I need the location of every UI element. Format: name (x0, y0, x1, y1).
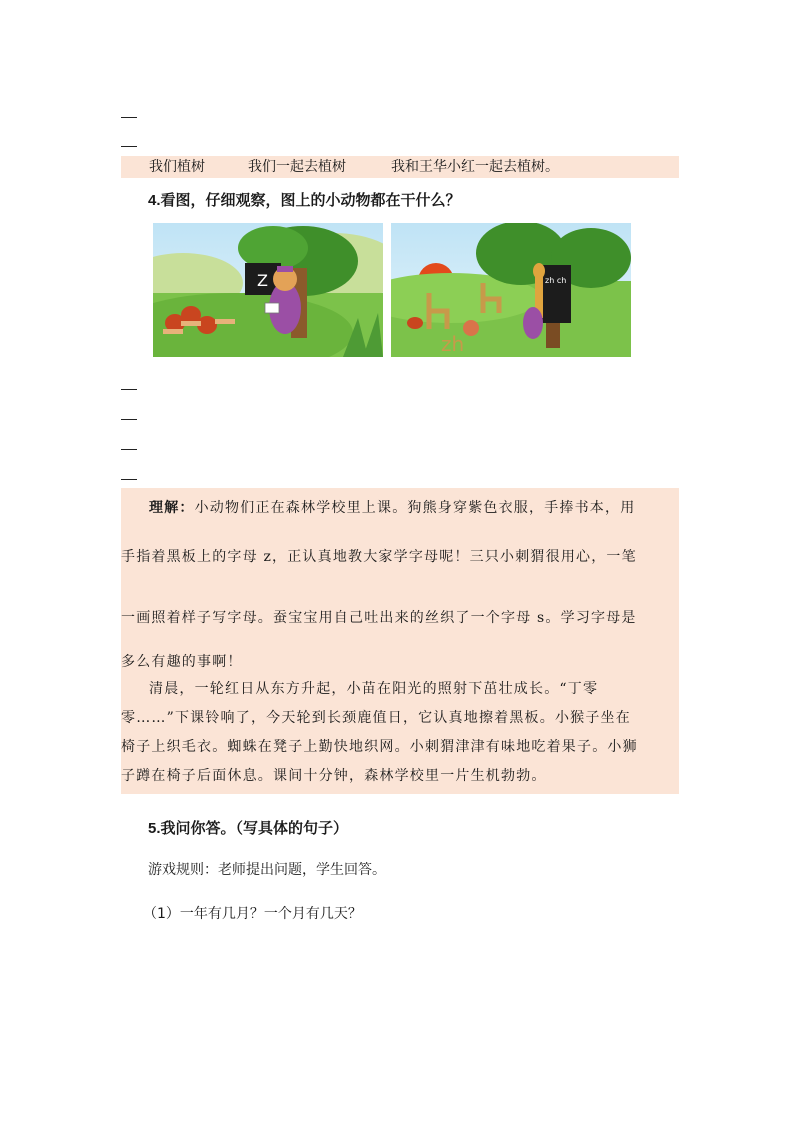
floor-letters: zh (441, 332, 465, 356)
question-text: 我问你答。（写具体的句子） (160, 819, 349, 837)
sentence-option: 我们一起去植树 (248, 159, 346, 175)
blackboard-letter: zh ch (545, 276, 567, 285)
answer-line-text: 零……”下课铃响了，今天轮到长颈鹿值日，它认真地擦着黑板。小猴子坐在 (121, 710, 631, 726)
answer-line[interactable] (121, 117, 137, 118)
answer-line[interactable] (121, 479, 137, 480)
question-number: 4. (148, 192, 161, 209)
question-4-title (148, 189, 461, 210)
sentence-option: 我和王华小红一起去植树。 (391, 159, 559, 175)
question-text: 看图，仔细观察，图上的小动物都在干什么？ (160, 191, 461, 209)
question-number: 5. (148, 820, 161, 837)
answer-line[interactable] (121, 419, 137, 420)
bear-teacher-picture (153, 223, 383, 357)
answer-label: 理解 (149, 500, 180, 516)
answer-line-text: 手指着黑板上的字母 z，正认真地教大家学字母呢！三只小刺猬很用心，一笔 (121, 549, 637, 565)
answer-line[interactable] (121, 146, 137, 147)
sentence-options-row (121, 156, 679, 178)
answer-line-text: 一画照着样子写字母。蚕宝宝用自己吐出来的丝织了一个字母 s。学习字母是 (121, 610, 637, 626)
answer-line[interactable] (121, 449, 137, 450)
blackboard-letter: Z (257, 271, 268, 290)
answer-text: 小动物们正在森林学校里上课。狗熊身穿紫色衣服，手捧书本，用 (194, 500, 636, 516)
answer-line[interactable] (121, 389, 137, 390)
answer-explanation-block (121, 488, 679, 794)
game-rule: 游戏规则：老师提出问题，学生回答。 (148, 862, 386, 878)
answer-label-colon: ： (179, 500, 195, 516)
sentence-option: 我们植树 (149, 159, 205, 175)
question-5-title (148, 817, 348, 838)
answer-line-text: 多么有趣的事啊！ (121, 654, 243, 670)
answer-line-text: 清晨，一轮红日从东方升起，小苗在阳光的照射下茁壮成长。“丁零 (149, 681, 599, 697)
answer-line-text: 椅子上织毛衣。蜘蛛在凳子上勤快地织网。小刺猬津津有味地吃着果子。小狮 (121, 739, 638, 755)
giraffe-blackboard-picture (391, 223, 631, 357)
question-item-1: （1）一年有几月？一个月有几天？ (143, 906, 362, 922)
answer-line-text: 子蹲在椅子后面休息。课间十分钟，森林学校里一片生机勃勃。 (121, 768, 547, 784)
answer-line-text (149, 497, 635, 517)
